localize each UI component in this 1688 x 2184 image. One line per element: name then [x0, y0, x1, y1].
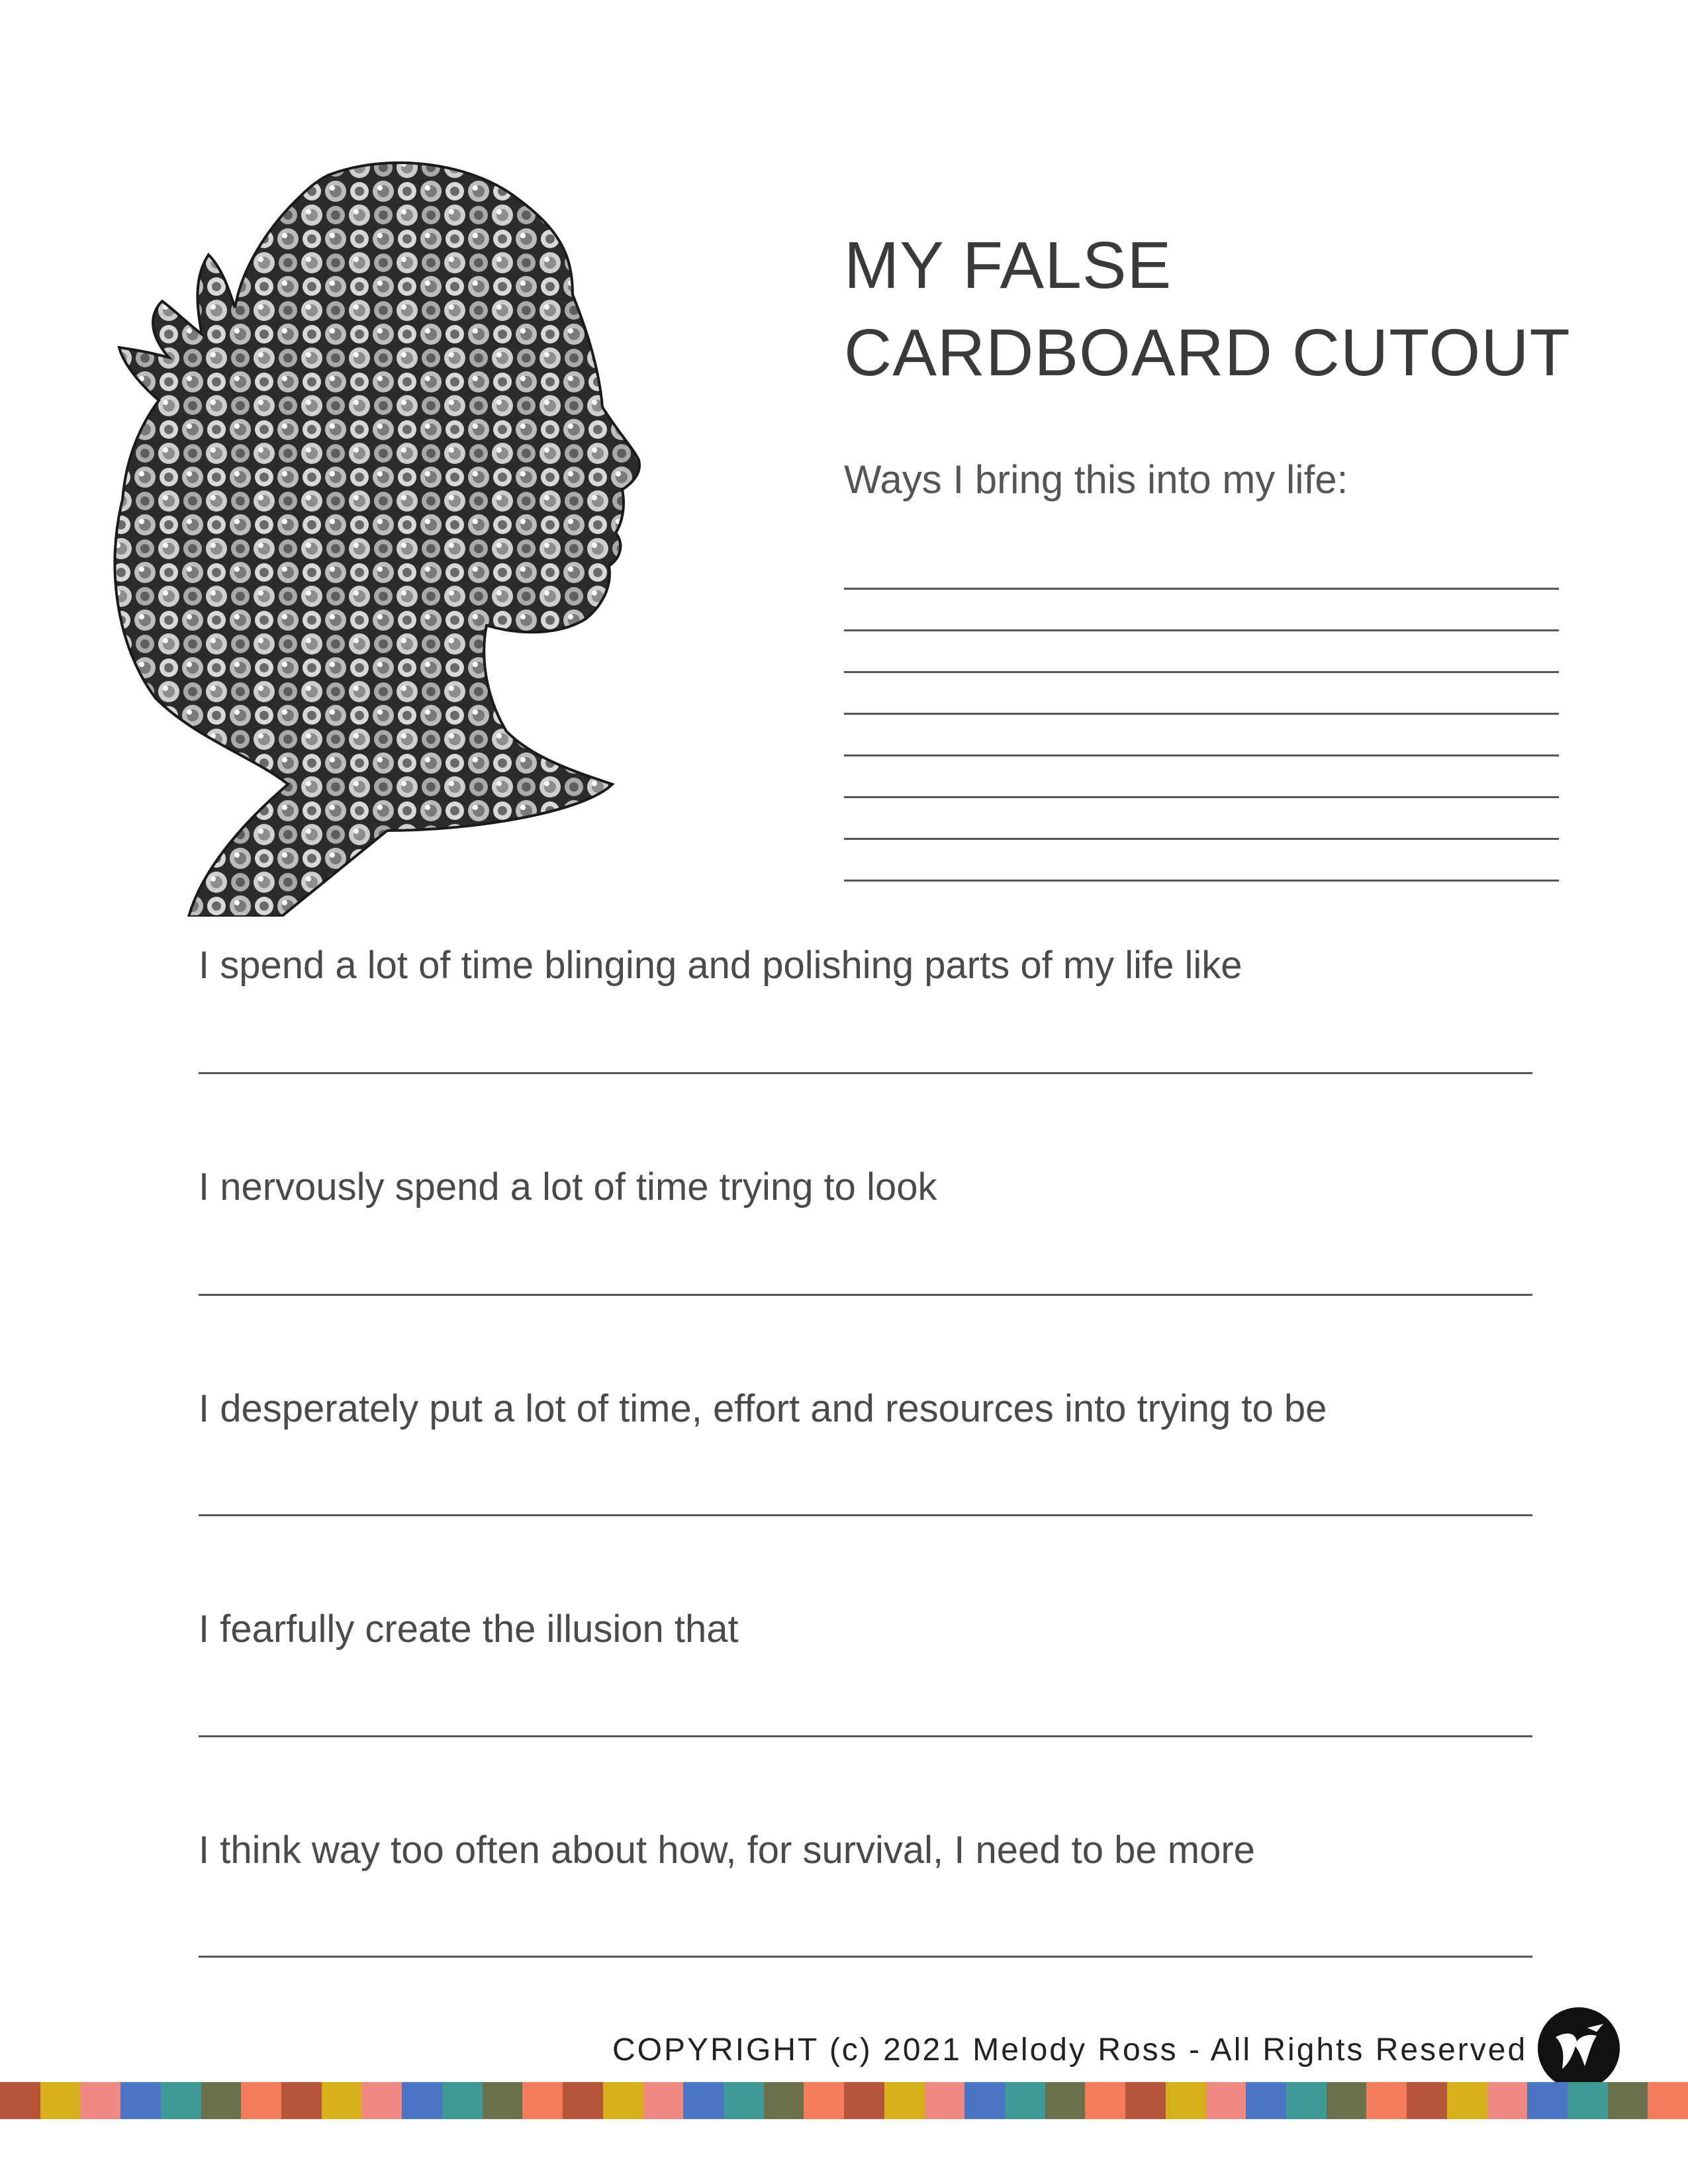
stripe-segment	[925, 2082, 965, 2119]
ways-answer-line[interactable]	[844, 754, 1559, 756]
stripe-segment	[1085, 2082, 1125, 2119]
ways-answer-line[interactable]	[844, 671, 1559, 673]
stripe-segment	[281, 2082, 322, 2119]
answer-line-illusion[interactable]	[199, 1735, 1532, 1737]
stripe-segment	[1246, 2082, 1286, 2119]
stripe-segment	[643, 2082, 684, 2119]
ways-answer-line[interactable]	[844, 838, 1559, 840]
page-title	[844, 222, 1571, 396]
stripe-segment	[964, 2082, 1005, 2119]
stripe-segment	[120, 2082, 161, 2119]
stripe-segment	[322, 2082, 362, 2119]
title-line-2: CARDBOARD CUTOUT	[844, 316, 1571, 390]
title-line-1: MY FALSE	[844, 228, 1172, 302]
stripe-segment	[483, 2082, 523, 2119]
stripe-segment	[0, 2082, 40, 2119]
stripe-segment	[442, 2082, 483, 2119]
stripe-segment	[1366, 2082, 1407, 2119]
stripe-segment	[161, 2082, 201, 2119]
stripe-segment	[1527, 2082, 1568, 2119]
ways-answer-line[interactable]	[844, 796, 1559, 798]
stripe-segment	[563, 2082, 603, 2119]
answer-line-blinging[interactable]	[199, 1072, 1532, 1074]
prompt-be: I desperately put a lot of time, effort and resources into trying to be	[199, 1387, 1327, 1430]
stripe-segment	[201, 2082, 242, 2119]
stripe-segment	[1206, 2082, 1246, 2119]
prompt-blinging: I spend a lot of time blinging and polishing parts of my life like	[199, 944, 1243, 987]
answer-line-look[interactable]	[199, 1294, 1532, 1296]
stripe-segment	[1045, 2082, 1086, 2119]
ways-answer-line[interactable]	[844, 713, 1559, 715]
ways-answer-line[interactable]	[844, 629, 1559, 631]
stripe-segment	[764, 2082, 804, 2119]
stripe-segment	[884, 2082, 925, 2119]
ways-subtitle: Ways I bring this into my life:	[844, 457, 1348, 502]
stripe-segment	[522, 2082, 563, 2119]
answer-line-more[interactable]	[199, 1956, 1532, 1958]
color-stripe-border	[0, 2082, 1688, 2119]
stripe-segment	[1648, 2082, 1688, 2119]
prompt-look: I nervously spend a lot of time trying to look	[199, 1165, 937, 1208]
stripe-segment	[402, 2082, 442, 2119]
stripe-segment	[1327, 2082, 1367, 2119]
stripe-segment	[80, 2082, 120, 2119]
stripe-segment	[1005, 2082, 1045, 2119]
stripe-segment	[1568, 2082, 1608, 2119]
ways-answer-line[interactable]	[844, 588, 1559, 590]
stripe-segment	[1407, 2082, 1447, 2119]
stripe-segment	[844, 2082, 884, 2119]
rhinestone-silhouette-image	[109, 156, 824, 917]
stripe-segment	[1487, 2082, 1528, 2119]
stripe-segment	[683, 2082, 724, 2119]
ways-answer-line[interactable]	[844, 880, 1559, 882]
stripe-segment	[603, 2082, 643, 2119]
stripe-segment	[724, 2082, 764, 2119]
stripe-segment	[361, 2082, 402, 2119]
stripe-segment	[40, 2082, 81, 2119]
stripe-segment	[1166, 2082, 1206, 2119]
stripe-segment	[804, 2082, 844, 2119]
brand-logo-icon	[1536, 2005, 1622, 2091]
stripe-segment	[1125, 2082, 1166, 2119]
ways-answer-lines	[844, 535, 1559, 882]
stripe-segment	[241, 2082, 281, 2119]
prompt-more: I think way too often about how, for survival, I need to be more	[199, 1829, 1255, 1872]
answer-line-be[interactable]	[199, 1514, 1532, 1516]
prompt-illusion: I fearfully create the illusion that	[199, 1608, 739, 1651]
stripe-segment	[1447, 2082, 1487, 2119]
copyright-notice: COPYRIGHT (c) 2021 Melody Ross - All Rights Reserved	[612, 2032, 1528, 2068]
stripe-segment	[1608, 2082, 1648, 2119]
stripe-segment	[1286, 2082, 1327, 2119]
